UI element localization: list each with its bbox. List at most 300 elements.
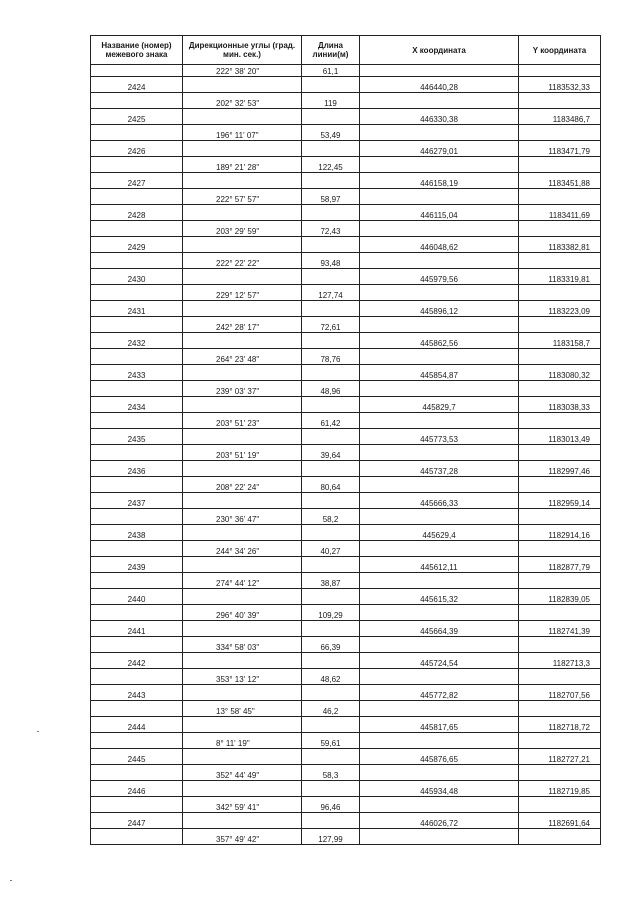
cell-length (302, 397, 360, 413)
cell-x (360, 125, 519, 141)
cell-length (302, 781, 360, 797)
cell-length (302, 621, 360, 637)
cell-name: 2437 (91, 493, 183, 509)
table-row (91, 525, 601, 541)
cell-name: 2426 (91, 141, 183, 157)
table-row (91, 653, 601, 669)
cell-y: 1182914,16 (519, 525, 601, 541)
cell-name: 2428 (91, 205, 183, 221)
table-row (91, 301, 601, 317)
cell-angle: 296° 40' 39" (183, 605, 302, 621)
cell-length (302, 333, 360, 349)
cell-y (519, 477, 601, 493)
cell-y (519, 829, 601, 845)
cell-x: 445934,48 (360, 781, 519, 797)
cell-y (519, 189, 601, 205)
cell-name: 2438 (91, 525, 183, 541)
cell-y: 1182691,64 (519, 813, 601, 829)
cell-length: 38,87 (302, 573, 360, 589)
table-row (91, 381, 601, 397)
cell-y (519, 733, 601, 749)
cell-x: 446158,19 (360, 173, 519, 189)
table-row (91, 157, 601, 173)
cell-length (302, 653, 360, 669)
cell-x: 446048,62 (360, 237, 519, 253)
scan-speck (37, 731, 39, 732)
cell-length (302, 461, 360, 477)
cell-y (519, 605, 601, 621)
cell-name: 2431 (91, 301, 183, 317)
cell-name (91, 605, 183, 621)
cell-y (519, 509, 601, 525)
cell-name (91, 637, 183, 653)
cell-length: 48,62 (302, 669, 360, 685)
cell-angle: 230° 36' 47" (183, 509, 302, 525)
cell-name: 2445 (91, 749, 183, 765)
cell-y (519, 413, 601, 429)
table-row (91, 733, 601, 749)
cell-length: 127,99 (302, 829, 360, 845)
cell-length: 61,1 (302, 65, 360, 77)
cell-x (360, 413, 519, 429)
cell-angle: 8° 11' 19" (183, 733, 302, 749)
cell-x (360, 93, 519, 109)
table-row (91, 269, 601, 285)
cell-angle: 196° 11' 07" (183, 125, 302, 141)
cell-x: 446440,28 (360, 77, 519, 93)
table-row (91, 253, 601, 269)
cell-y (519, 765, 601, 781)
cell-x (360, 445, 519, 461)
cell-angle (183, 333, 302, 349)
cell-angle: 274° 44' 12" (183, 573, 302, 589)
cell-angle: 352° 44' 49" (183, 765, 302, 781)
cell-name: 2446 (91, 781, 183, 797)
cell-angle: 203° 29' 59" (183, 221, 302, 237)
table-row (91, 749, 601, 765)
cell-length (302, 493, 360, 509)
table-row (91, 573, 601, 589)
cell-length: 78,76 (302, 349, 360, 365)
cell-y: 1183223,09 (519, 301, 601, 317)
cell-length (302, 717, 360, 733)
cell-y (519, 93, 601, 109)
cell-y: 1183038,33 (519, 397, 601, 413)
cell-x: 445896,12 (360, 301, 519, 317)
cell-length: 93,48 (302, 253, 360, 269)
table-row (91, 125, 601, 141)
cell-angle (183, 237, 302, 253)
cell-length: 40,27 (302, 541, 360, 557)
cell-y (519, 637, 601, 653)
cell-length: 80,64 (302, 477, 360, 493)
table-row (91, 317, 601, 333)
cell-name (91, 189, 183, 205)
cell-name (91, 541, 183, 557)
cell-x: 445724,54 (360, 653, 519, 669)
table-row (91, 589, 601, 605)
cell-angle (183, 525, 302, 541)
cell-x: 445615,32 (360, 589, 519, 605)
cell-x (360, 733, 519, 749)
cell-angle (183, 621, 302, 637)
table-row (91, 669, 601, 685)
cell-angle: 202° 32' 53" (183, 93, 302, 109)
cell-y (519, 381, 601, 397)
table-row (91, 685, 601, 701)
cell-length: 58,97 (302, 189, 360, 205)
cell-angle: 264° 23' 48" (183, 349, 302, 365)
table-row (91, 285, 601, 301)
cell-name (91, 701, 183, 717)
cell-length: 58,3 (302, 765, 360, 781)
table-row (91, 237, 601, 253)
cell-x (360, 573, 519, 589)
cell-length: 46,2 (302, 701, 360, 717)
table-row (91, 765, 601, 781)
cell-name: 2434 (91, 397, 183, 413)
header-name: Название (номер) межевого знака (91, 36, 183, 65)
scan-speck (10, 880, 12, 881)
table-row (91, 557, 601, 573)
cell-angle (183, 141, 302, 157)
cell-angle: 244° 34' 26" (183, 541, 302, 557)
cell-length (302, 301, 360, 317)
cell-angle: 13° 58' 45" (183, 701, 302, 717)
cell-y (519, 669, 601, 685)
cell-angle (183, 269, 302, 285)
cell-length: 127,74 (302, 285, 360, 301)
cell-name: 2441 (91, 621, 183, 637)
table-row (91, 797, 601, 813)
cell-name: 2424 (91, 77, 183, 93)
cell-length (302, 269, 360, 285)
table-body (91, 65, 601, 845)
cell-x: 445876,65 (360, 749, 519, 765)
cell-y (519, 797, 601, 813)
table-row (91, 189, 601, 205)
cell-name (91, 797, 183, 813)
cell-x (360, 157, 519, 173)
cell-y: 1183158,7 (519, 333, 601, 349)
cell-x: 445772,82 (360, 685, 519, 701)
cell-length (302, 141, 360, 157)
cell-length (302, 557, 360, 573)
cell-angle: 229° 12' 57" (183, 285, 302, 301)
table-row (91, 65, 601, 77)
cell-angle (183, 717, 302, 733)
cell-length: 72,61 (302, 317, 360, 333)
cell-name: 2435 (91, 429, 183, 445)
cell-angle (183, 749, 302, 765)
cell-angle (183, 301, 302, 317)
table-row (91, 109, 601, 125)
table-row (91, 397, 601, 413)
cell-angle (183, 397, 302, 413)
cell-x (360, 509, 519, 525)
cell-name (91, 381, 183, 397)
cell-y (519, 573, 601, 589)
cell-name (91, 477, 183, 493)
cell-y: 1183486,7 (519, 109, 601, 125)
table-row (91, 333, 601, 349)
table-row (91, 461, 601, 477)
cell-x (360, 349, 519, 365)
header-row (91, 36, 601, 65)
cell-name (91, 765, 183, 781)
cell-x (360, 221, 519, 237)
cell-name: 2439 (91, 557, 183, 573)
cell-y: 1182959,14 (519, 493, 601, 509)
table-row (91, 93, 601, 109)
cell-x: 445666,33 (360, 493, 519, 509)
cell-y (519, 285, 601, 301)
cell-name: 2442 (91, 653, 183, 669)
cell-x (360, 541, 519, 557)
cell-length (302, 429, 360, 445)
cell-length (302, 173, 360, 189)
cell-y (519, 125, 601, 141)
cell-name (91, 317, 183, 333)
cell-x (360, 189, 519, 205)
cell-name (91, 93, 183, 109)
cell-name (91, 445, 183, 461)
cell-name (91, 733, 183, 749)
cell-x (360, 669, 519, 685)
cell-length: 61,42 (302, 413, 360, 429)
cell-angle: 189° 21' 28" (183, 157, 302, 173)
cell-x: 446279,01 (360, 141, 519, 157)
cell-x: 445664,39 (360, 621, 519, 637)
cell-length (302, 109, 360, 125)
cell-y: 1182713,3 (519, 653, 601, 669)
cell-angle: 357° 49' 42" (183, 829, 302, 845)
cell-y: 1183319,81 (519, 269, 601, 285)
cell-y (519, 349, 601, 365)
cell-y: 1183382,81 (519, 237, 601, 253)
cell-name: 2436 (91, 461, 183, 477)
cell-angle (183, 429, 302, 445)
cell-name (91, 349, 183, 365)
cell-y: 1182997,46 (519, 461, 601, 477)
cell-angle (183, 813, 302, 829)
cell-angle: 353° 13' 12" (183, 669, 302, 685)
cell-angle (183, 653, 302, 669)
cell-angle: 222° 22' 22" (183, 253, 302, 269)
cell-angle (183, 109, 302, 125)
table-row (91, 701, 601, 717)
cell-name (91, 221, 183, 237)
table-row (91, 637, 601, 653)
cell-y: 1182741,39 (519, 621, 601, 637)
header-length: Длина линии(м) (302, 36, 360, 65)
cell-y: 1183080,32 (519, 365, 601, 381)
cell-name: 2427 (91, 173, 183, 189)
cell-y (519, 541, 601, 557)
cell-angle (183, 77, 302, 93)
cell-y: 1182839,05 (519, 589, 601, 605)
cell-y: 1182718,72 (519, 717, 601, 733)
cell-angle (183, 365, 302, 381)
cell-name: 2429 (91, 237, 183, 253)
cell-x (360, 477, 519, 493)
table-row (91, 173, 601, 189)
cell-name (91, 65, 183, 77)
cell-length: 66,39 (302, 637, 360, 653)
table-row (91, 541, 601, 557)
cell-y: 1183013,49 (519, 429, 601, 445)
cell-length (302, 685, 360, 701)
cell-x (360, 253, 519, 269)
cell-angle (183, 589, 302, 605)
cell-x: 445854,87 (360, 365, 519, 381)
cell-y (519, 317, 601, 333)
cell-length: 58,2 (302, 509, 360, 525)
cell-angle: 242° 28' 17" (183, 317, 302, 333)
header-angle: Дирекционные углы (град. мин. сек.) (183, 36, 302, 65)
table-row (91, 365, 601, 381)
cell-y: 1183411,69 (519, 205, 601, 221)
cell-length (302, 365, 360, 381)
cell-length: 48,96 (302, 381, 360, 397)
header-y: Y координата (519, 36, 601, 65)
cell-x: 446115,04 (360, 205, 519, 221)
cell-x: 445862,56 (360, 333, 519, 349)
cell-y (519, 65, 601, 77)
cell-x: 445737,28 (360, 461, 519, 477)
cell-length: 53,49 (302, 125, 360, 141)
cell-length: 122,45 (302, 157, 360, 173)
cell-y (519, 157, 601, 173)
cell-angle (183, 781, 302, 797)
header-x: X координата (360, 36, 519, 65)
table-row (91, 141, 601, 157)
cell-angle: 239° 03' 37" (183, 381, 302, 397)
table-row (91, 829, 601, 845)
cell-x (360, 605, 519, 621)
cell-y: 1182727,21 (519, 749, 601, 765)
coordinates-table (90, 35, 601, 845)
cell-x (360, 285, 519, 301)
cell-x: 445829,7 (360, 397, 519, 413)
table-row (91, 509, 601, 525)
table-row (91, 605, 601, 621)
cell-x: 446330,38 (360, 109, 519, 125)
cell-name (91, 829, 183, 845)
cell-y: 1183451,88 (519, 173, 601, 189)
table-row (91, 413, 601, 429)
cell-angle: 334° 58' 03" (183, 637, 302, 653)
cell-name: 2440 (91, 589, 183, 605)
cell-angle (183, 173, 302, 189)
cell-length: 39,64 (302, 445, 360, 461)
cell-name (91, 413, 183, 429)
cell-x (360, 381, 519, 397)
cell-length: 109,29 (302, 605, 360, 621)
cell-name (91, 573, 183, 589)
table-row (91, 493, 601, 509)
cell-name: 2430 (91, 269, 183, 285)
cell-name: 2447 (91, 813, 183, 829)
table-row (91, 477, 601, 493)
cell-length (302, 525, 360, 541)
cell-x: 446026,72 (360, 813, 519, 829)
cell-angle (183, 557, 302, 573)
cell-y (519, 221, 601, 237)
cell-length: 119 (302, 93, 360, 109)
cell-length: 96,46 (302, 797, 360, 813)
cell-y: 1182877,79 (519, 557, 601, 573)
cell-length (302, 77, 360, 93)
cell-x (360, 701, 519, 717)
cell-x (360, 317, 519, 333)
cell-y: 1183471,79 (519, 141, 601, 157)
table-row (91, 445, 601, 461)
cell-angle: 222° 57' 57" (183, 189, 302, 205)
cell-x: 445979,56 (360, 269, 519, 285)
cell-angle: 203° 51' 23" (183, 413, 302, 429)
cell-y (519, 701, 601, 717)
table-row (91, 221, 601, 237)
table-row (91, 621, 601, 637)
table-row (91, 77, 601, 93)
cell-angle (183, 685, 302, 701)
cell-name (91, 157, 183, 173)
cell-angle (183, 205, 302, 221)
cell-name (91, 669, 183, 685)
table-row (91, 349, 601, 365)
cell-angle: 342° 59' 41" (183, 797, 302, 813)
cell-name: 2444 (91, 717, 183, 733)
cell-y (519, 253, 601, 269)
cell-x: 445817,65 (360, 717, 519, 733)
cell-name: 2432 (91, 333, 183, 349)
cell-name (91, 285, 183, 301)
cell-x (360, 829, 519, 845)
cell-length (302, 237, 360, 253)
cell-x (360, 65, 519, 77)
table-row (91, 717, 601, 733)
cell-name (91, 509, 183, 525)
cell-name: 2425 (91, 109, 183, 125)
cell-x: 445612,11 (360, 557, 519, 573)
cell-length (302, 589, 360, 605)
cell-x (360, 797, 519, 813)
cell-length (302, 205, 360, 221)
cell-angle: 208° 22' 24" (183, 477, 302, 493)
table-header (91, 36, 601, 65)
cell-name (91, 125, 183, 141)
table-row (91, 813, 601, 829)
cell-x: 445773,53 (360, 429, 519, 445)
cell-x: 445629,4 (360, 525, 519, 541)
cell-y: 1182719,85 (519, 781, 601, 797)
cell-length: 72,43 (302, 221, 360, 237)
cell-x (360, 637, 519, 653)
cell-length (302, 749, 360, 765)
cell-name: 2443 (91, 685, 183, 701)
cell-angle: 203° 51' 19" (183, 445, 302, 461)
cell-y: 1183532,33 (519, 77, 601, 93)
cell-angle (183, 493, 302, 509)
cell-length: 59,61 (302, 733, 360, 749)
cell-angle: 222° 38' 20" (183, 65, 302, 77)
table-row (91, 205, 601, 221)
cell-y: 1182707,56 (519, 685, 601, 701)
cell-y (519, 445, 601, 461)
table-row (91, 781, 601, 797)
cell-name: 2433 (91, 365, 183, 381)
